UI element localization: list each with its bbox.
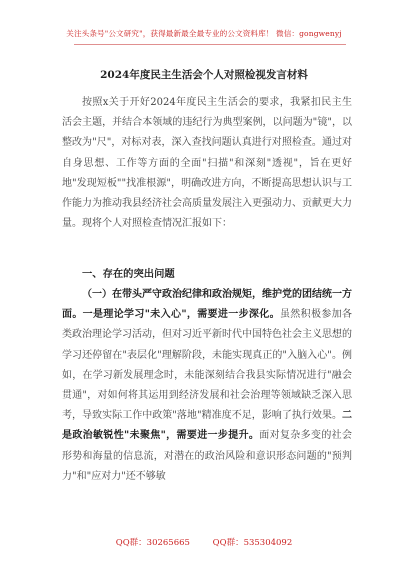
- promo-header: 关注头条号"公文研究"，获得最新最全最专业的公文资料库！ 微信：gongwenyj: [66, 29, 342, 38]
- intro-paragraph: 按照x关于开好2024年度民主生活会的要求，我紧扣民主生活会主题，并结合本领域的违纪行为典型案例，以问题为"镜"，以整改为"尺"，对标对表，深入查找问题认真进行对照检查。通过对自身思想、工作等方面的全面"扫描"和深刻"透视"，旨在更好地"发现短板""找准根源"，明确改进方向，不断提高思想认识与工作能力为推动我县经济社会高质量发展注入更强动力、贡献更大力量。现将个人对照检查情况汇报如下：: [62, 97, 352, 230]
- qq-group-2: QQ群：535304092: [212, 538, 293, 548]
- subheading-2: 二是政治敏锐性"未聚焦"，需要进一步提升。: [62, 410, 352, 442]
- header-divider: [74, 44, 346, 45]
- qq-footer: [0, 536, 408, 548]
- qq-group-1: QQ群：30265665: [115, 538, 190, 548]
- section-heading-1: 一、存在的突出问题: [82, 268, 175, 280]
- subheading-1-body: 虽然积极参加各类政治理论学习活动，但对习近平新时代中国特色社会主义思想的学习还停留在"表层化"理解阶段，未能实现真正的"入脑入心"。例如，在学习新发展理念时，未能深刻结合我县实际情况进行"融会贯通"，对如何将其运用到经济发展和社会治理等领域缺乏深入思考，导致实际工作中政策"落地"精准度不足，影响了执行效果。: [62, 309, 353, 422]
- problem-paragraph: [62, 285, 352, 487]
- document-title: 2024年度民主生活会个人对照检视发言材料: [100, 69, 308, 81]
- subheading-2-body: 面对复杂多变的社会形势和海量的信息流，对潜在的政治风险和意识形态问题的"预判力"和"应对力"还不够敏: [62, 430, 353, 482]
- subheading-1: （一）在带头严守政治纪律和政治规矩，维护党的团结统一方面。一是理论学习"未入心"，需要进一步深化。: [62, 289, 352, 321]
